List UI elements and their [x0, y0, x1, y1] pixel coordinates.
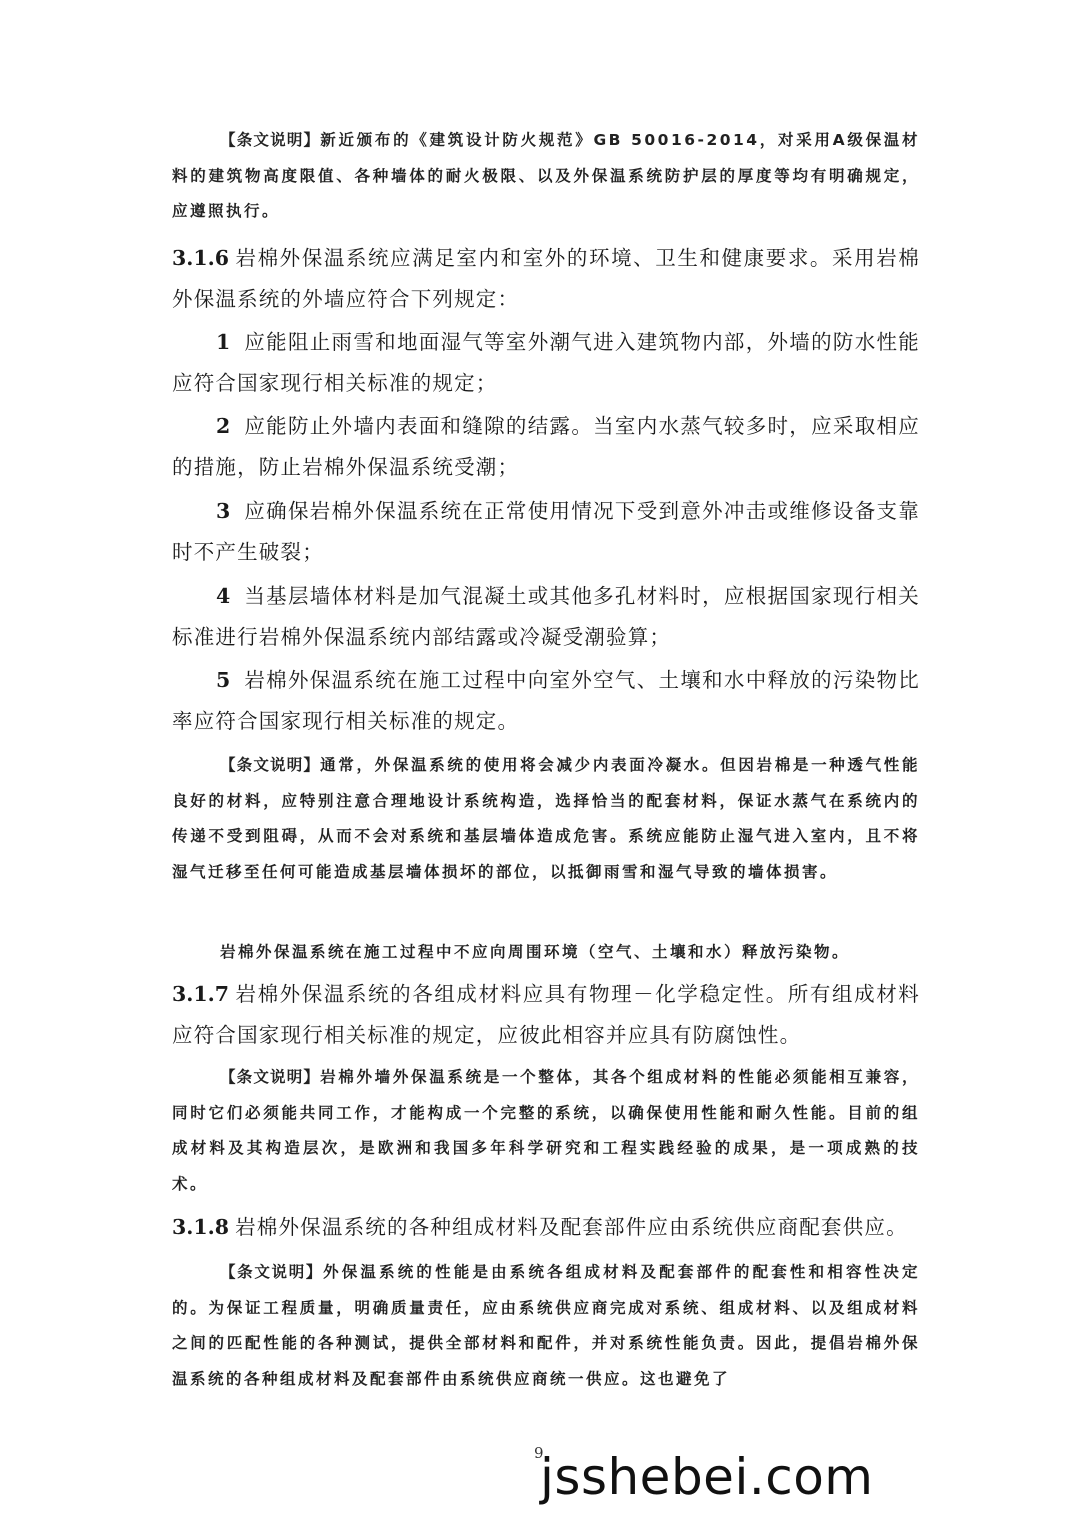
note-text: 岩棉外保温系统在施工过程中不应向周围环境（空气、土壤和水）释放污染物。	[220, 943, 851, 961]
clause-number: 3.1.6	[172, 246, 230, 270]
clause-text: 岩棉外保温系统的各组成材料应具有物理－化学稳定性。所有组成材料应符合国家现行相关标准的规定，应彼此相容并应具有防腐蚀性。	[172, 982, 920, 1047]
clause-item-1	[172, 322, 920, 404]
clause-number: 3.1.7	[172, 982, 230, 1006]
clause-number: 3.1.8	[172, 1215, 230, 1239]
item-number: 3	[216, 499, 231, 523]
note-tag: 【条文说明】	[220, 1068, 321, 1086]
item-number: 5	[216, 668, 231, 692]
item-text: 应确保岩棉外保温系统在正常使用情况下受到意外冲击或维修设备支靠时不产生破裂；	[172, 499, 920, 564]
item-text: 应能防止外墙内表面和缝隙的结露。当室内水蒸气较多时，应采取相应的措施，防止岩棉外保温系统受潮；	[172, 414, 920, 479]
clause-note-3	[172, 1060, 920, 1202]
clause-note-4	[172, 1255, 920, 1397]
note-text: 外保温系统的性能是由系统各组成材料及配套部件的配套性和相容性决定的。为保证工程质量，明确质量责任，应由系统供应商完成对系统、组成材料、以及组成材料之间的匹配性能的各种测试，提供全部材料和配件，并对系统性能负责。因此，提倡岩棉外保温系统的各种组成材料及配套部件由系统供应商统一供应。这也避免了	[172, 1263, 920, 1388]
clause-note-2	[172, 748, 920, 890]
clause-text: 岩棉外保温系统的各种组成材料及配套部件应由系统供应商配套供应。	[235, 1215, 908, 1239]
item-text: 岩棉外保温系统在施工过程中向室外空气、土壤和水中释放的污染物比率应符合国家现行相关标准的规定。	[172, 668, 920, 733]
note-text: 岩棉外墙外保温系统是一个整体，其各个组成材料的性能必须能相互兼容，同时它们必须能共同工作，才能构成一个完整的系统，以确保使用性能和耐久性能。目前的组成材料及其构造层次，是欧洲和我国多年科学研究和工程实践经验的成果，是一项成熟的技术。	[172, 1068, 920, 1193]
page-number: 9	[534, 1444, 544, 1462]
clause-item-2	[172, 406, 920, 488]
clause-3-1-8	[172, 1207, 920, 1248]
site-watermark: jsshebei.com	[540, 1448, 874, 1506]
item-number: 2	[216, 414, 231, 438]
clause-3-1-6	[172, 238, 920, 320]
note-text: 新近颁布的《建筑设计防火规范》GB 50016-2014，对采用A级保温材料的建筑物高度限值、各种墙体的耐火极限、以及外保温系统防护层的厚度等均有明确规定，应遵照执行。	[172, 131, 920, 220]
clause-note-2-extra	[172, 935, 920, 971]
note-tag: 【条文说明】	[220, 131, 321, 149]
note-tag: 【条文说明】	[220, 756, 321, 774]
item-text: 应能阻止雨雪和地面湿气等室外潮气进入建筑物内部，外墙的防水性能应符合国家现行相关标准的规定；	[172, 330, 920, 395]
clause-item-5	[172, 660, 920, 742]
note-tag: 【条文说明】	[220, 1263, 324, 1281]
clause-note-1	[172, 123, 920, 230]
clause-3-1-7	[172, 974, 920, 1056]
item-number: 4	[216, 584, 231, 608]
note-text: 通常，外保温系统的使用将会减少内表面冷凝水。但因岩棉是一种透气性能良好的材料，应特别注意合理地设计系统构造，选择恰当的配套材料，保证水蒸气在系统内的传递不受到阻碍，从而不会对系统和基层墙体造成危害。系统应能防止湿气进入室内，且不将湿气迁移至任何可能造成基层墙体损坏的部位，以抵御雨雪和湿气导致的墙体损害。	[172, 756, 920, 881]
clause-item-4	[172, 576, 920, 658]
clause-item-3	[172, 491, 920, 573]
clause-text: 岩棉外保温系统应满足室内和室外的环境、卫生和健康要求。采用岩棉外保温系统的外墙应符合下列规定：	[172, 246, 920, 311]
item-text: 当基层墙体材料是加气混凝土或其他多孔材料时，应根据国家现行相关标准进行岩棉外保温系统内部结露或冷凝受潮验算；	[172, 584, 920, 649]
item-number: 1	[216, 330, 231, 354]
